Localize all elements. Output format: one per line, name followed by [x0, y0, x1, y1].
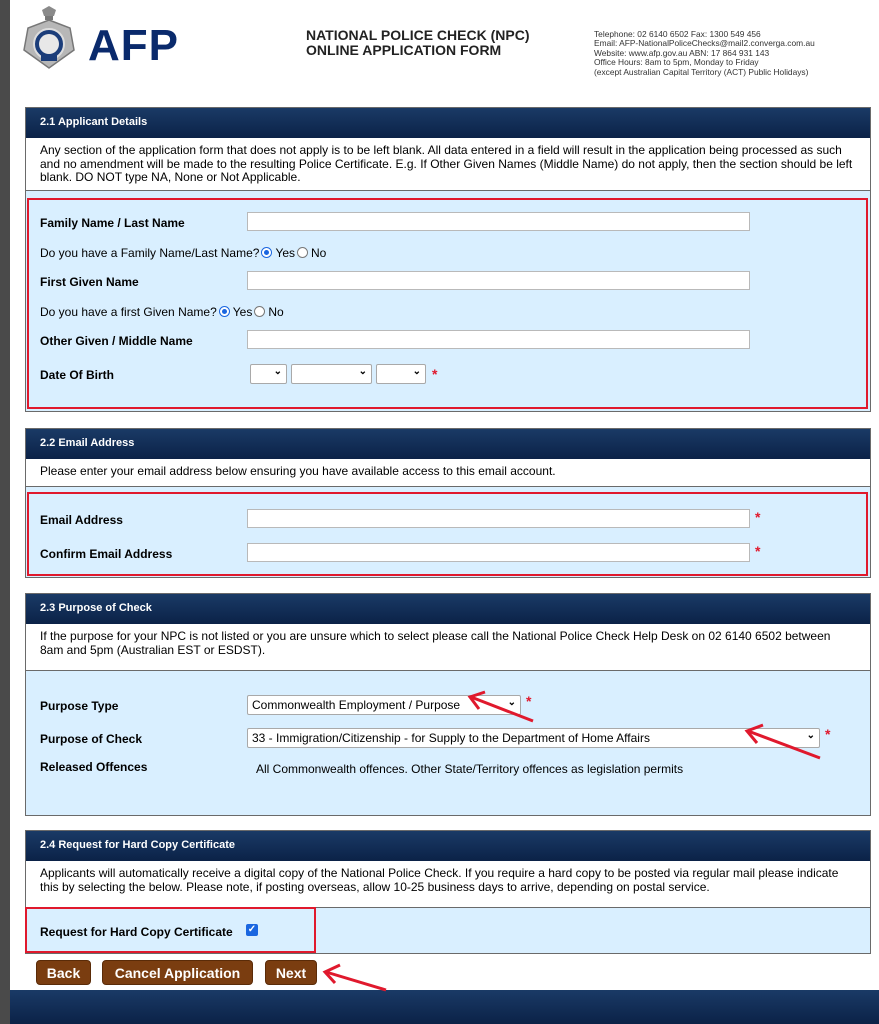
section-purpose-of-check — [25, 593, 871, 816]
form-title: NATIONAL POLICE CHECK (NPC) ONLINE APPLICATION FORM — [306, 27, 530, 58]
released-offences-label: Released Offences — [40, 760, 148, 774]
contact-details: Telephone: 02 6140 6502 Fax: 1300 549 456 Email: AFP-NationalPoliceChecks@mail2.converga.com.au Website: www.afp.gov.au ABN: 17 864 931 143 Office Hours: 8am to 5pm, Monday to Friday (except Australian Capital Territory (ACT) Public Holidays) — [594, 29, 815, 77]
highlight-box — [27, 198, 868, 409]
highlight-box — [25, 907, 316, 953]
section-title: 2.1 Applicant Details — [26, 108, 870, 138]
email-label: Email Address — [40, 513, 123, 527]
hardcopy-checkbox[interactable]: ✓ — [247, 924, 257, 935]
cancel-application-button[interactable]: Cancel Application — [102, 960, 253, 985]
section-intro: If the purpose for your NPC is not listed or you are unsure which to select please call the National Police Check Help Desk on 02 6140 6502 between 8am and 5pm (Australian EST or ESDST). — [26, 624, 870, 671]
purpose-check-select[interactable]: 33 - Immigration/Citizenship - for Supply to the Department of Home Affairs ⌄ — [247, 728, 820, 748]
dob-label: Date Of Birth — [40, 368, 115, 382]
hardcopy-label: Request for Hard Copy Certificate — [40, 925, 233, 939]
chevron-down-icon: ⌄ — [358, 366, 367, 377]
chevron-down-icon: ⌄ — [507, 697, 516, 708]
annotation-arrow-icon — [320, 962, 390, 992]
required-asterisk: * — [432, 366, 438, 382]
window-left-edge — [0, 0, 10, 1024]
section-title: 2.4 Request for Hard Copy Certificate — [26, 831, 870, 861]
page-header — [10, 0, 879, 90]
back-button[interactable]: Back — [36, 960, 91, 985]
section-intro: Any section of the application form that does not apply is to be left blank. All data entered in a field will result in the application being processed as such and no amendment will be made to the resulting Police Certificate. E.g. If Other Given Names (Middle Name) do not apply, then the section should be left blank. DO NOT type NA, None or Not Applicable. — [26, 138, 870, 191]
required-asterisk: * — [755, 543, 761, 559]
afp-logo-text: AFP — [88, 21, 179, 70]
section-intro: Please enter your email address below ensuring you have available access to this email account. — [26, 459, 870, 487]
has-first-name-question: Do you have a first Given Name? Yes No — [40, 305, 284, 319]
annotation-arrow-icon — [743, 721, 823, 761]
next-button[interactable]: Next — [265, 960, 317, 985]
chevron-down-icon: ⌄ — [806, 730, 815, 741]
purpose-type-label: Purpose Type — [40, 699, 119, 713]
afp-crest-icon — [20, 6, 78, 70]
section-intro: Applicants will automatically receive a digital copy of the National Police Check. If you require a hard copy to be posted via regular mail please indicate this by selecting the below. Please note, if posting overseas, allow 10-25 business days to arrive, depending on postal service. — [26, 861, 870, 908]
family-name-label: Family Name / Last Name — [40, 216, 185, 230]
annotation-arrow-icon — [465, 688, 535, 723]
purpose-type-select[interactable]: Commonwealth Employment / Purpose ⌄ — [247, 695, 521, 715]
required-asterisk: * — [825, 726, 831, 742]
purpose-check-label: Purpose of Check — [40, 732, 143, 746]
chevron-down-icon: ⌄ — [412, 366, 421, 377]
highlight-box — [27, 492, 868, 576]
required-asterisk: * — [526, 693, 532, 709]
application-page — [10, 0, 879, 1024]
confirm-email-label: Confirm Email Address — [40, 547, 173, 561]
page-footer — [10, 990, 879, 1024]
released-offences-value: All Commonwealth offences. Other State/Territory offences as legislation permits — [256, 762, 684, 776]
section-title: 2.3 Purpose of Check — [26, 594, 870, 624]
has-family-name-question: Do you have a Family Name/Last Name? Yes No — [40, 246, 327, 260]
section-title: 2.2 Email Address — [26, 429, 870, 459]
other-name-label: Other Given / Middle Name — [40, 334, 193, 348]
chevron-down-icon: ⌄ — [273, 366, 282, 377]
first-name-label: First Given Name — [40, 275, 139, 289]
required-asterisk: * — [755, 509, 761, 525]
